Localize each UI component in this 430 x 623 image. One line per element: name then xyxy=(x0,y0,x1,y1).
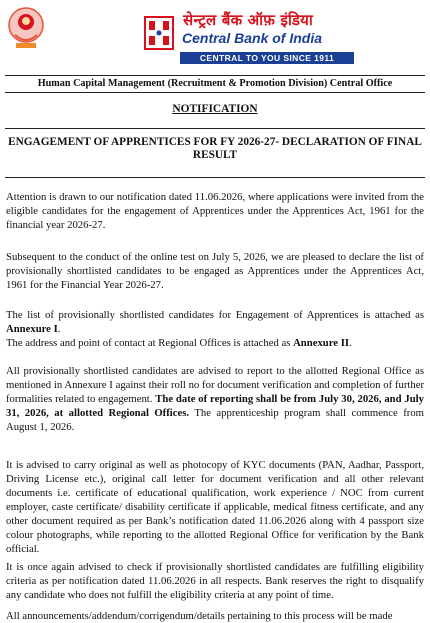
p3-text-a: The list of provisionally shortlisted candidates for Engagement of Apprentices is attached as xyxy=(6,309,424,321)
subject-heading: ENGAGEMENT OF APPRENTICES FOR FY 2026-27- DECLARATION OF FINAL RESULT xyxy=(8,136,422,161)
title-divider xyxy=(5,128,425,129)
bank-name-english: Central Bank of India xyxy=(182,30,323,46)
office-divider xyxy=(5,92,425,93)
paragraph-7: All announcements/addendum/corrigendum/details pertaining to this process will be made xyxy=(6,610,393,622)
paragraph-6: It is once again advised to check if provisionally shortlisted candidates are fulfilling eligibility criteria as per notification dated 11.06.2026 in all respects. Bank reserves the right to disqualify any candidate who does not fulfill the eligibility criteria at any point of time. xyxy=(6,561,424,601)
p3-text-f: . xyxy=(349,337,352,349)
subject-divider xyxy=(5,177,425,178)
central-bank-logo-icon xyxy=(144,16,174,50)
p4-text-c: The apprenticeship program shall commence from August 1, 2026. xyxy=(6,407,424,433)
p4-text-a: All provisionally shortlisted candidates are advised to report to the allotted Regional Office as mentioned in Annexure I against their roll no for document verification and completion of further formalities related to engagement. xyxy=(6,365,424,405)
top-divider xyxy=(5,75,425,76)
bank-tagline: CENTRAL TO YOU SINCE 1911 xyxy=(180,52,354,64)
annexure-1-label: Annexure I xyxy=(6,323,58,335)
paragraph-5: It is advised to carry original as well as photocopy of KYC documents (PAN, Aadhar, Passport, Driving License etc.), original call letter for document verification and all other relevant documents i.e. certificate of educational qualification, work experience / NOC from current employer, caste certificate/ disability certificate if applicable, medical fitness certificate, and any other document required as per Bank’s notification dated 11.06.2026 along with 4 passport size colour photographs, while reporting to the allotted Regional Office for verification by the Bank official. xyxy=(6,459,424,555)
reporting-dates: The date of reporting shall be from July 30, 2026, and July 31, 2026, at allotted Regional Offices. xyxy=(6,393,424,419)
letterhead xyxy=(0,0,430,72)
paragraph-4 xyxy=(6,364,424,434)
paragraph-2: Subsequent to the conduct of the online test on July 5, 2026, we are pleased to declare the list of provisionally shortlisted candidates to be engaged as Apprentices under the Apprentices Act, 1961 for the Financial Year 2026-27. xyxy=(6,251,424,291)
office-line: Human Capital Management (Recruitment & Promotion Division) Central Office xyxy=(37,78,393,89)
paragraph-3 xyxy=(6,308,424,350)
paragraph-1: Attention is drawn to our notification dated 11.06.2026, where applications were invited from the eligible candidates for the engagement of Apprentices under the Apprentices Act, 1961 for the financial year 2026-27. xyxy=(6,191,424,231)
bank-name-hindi: सेन्ट्रल बैंक ऑफ़ इंडिया xyxy=(183,11,313,29)
azadi-ka-amrit-mahotsav-emblem-icon xyxy=(5,5,47,51)
notification-title: NOTIFICATION xyxy=(172,103,258,115)
p3-text-c: . xyxy=(57,323,61,335)
p3-text-d: The address and point of contact at Regional Offices is attached as xyxy=(6,337,294,349)
annexure-2-label: Annexure II xyxy=(293,337,350,349)
